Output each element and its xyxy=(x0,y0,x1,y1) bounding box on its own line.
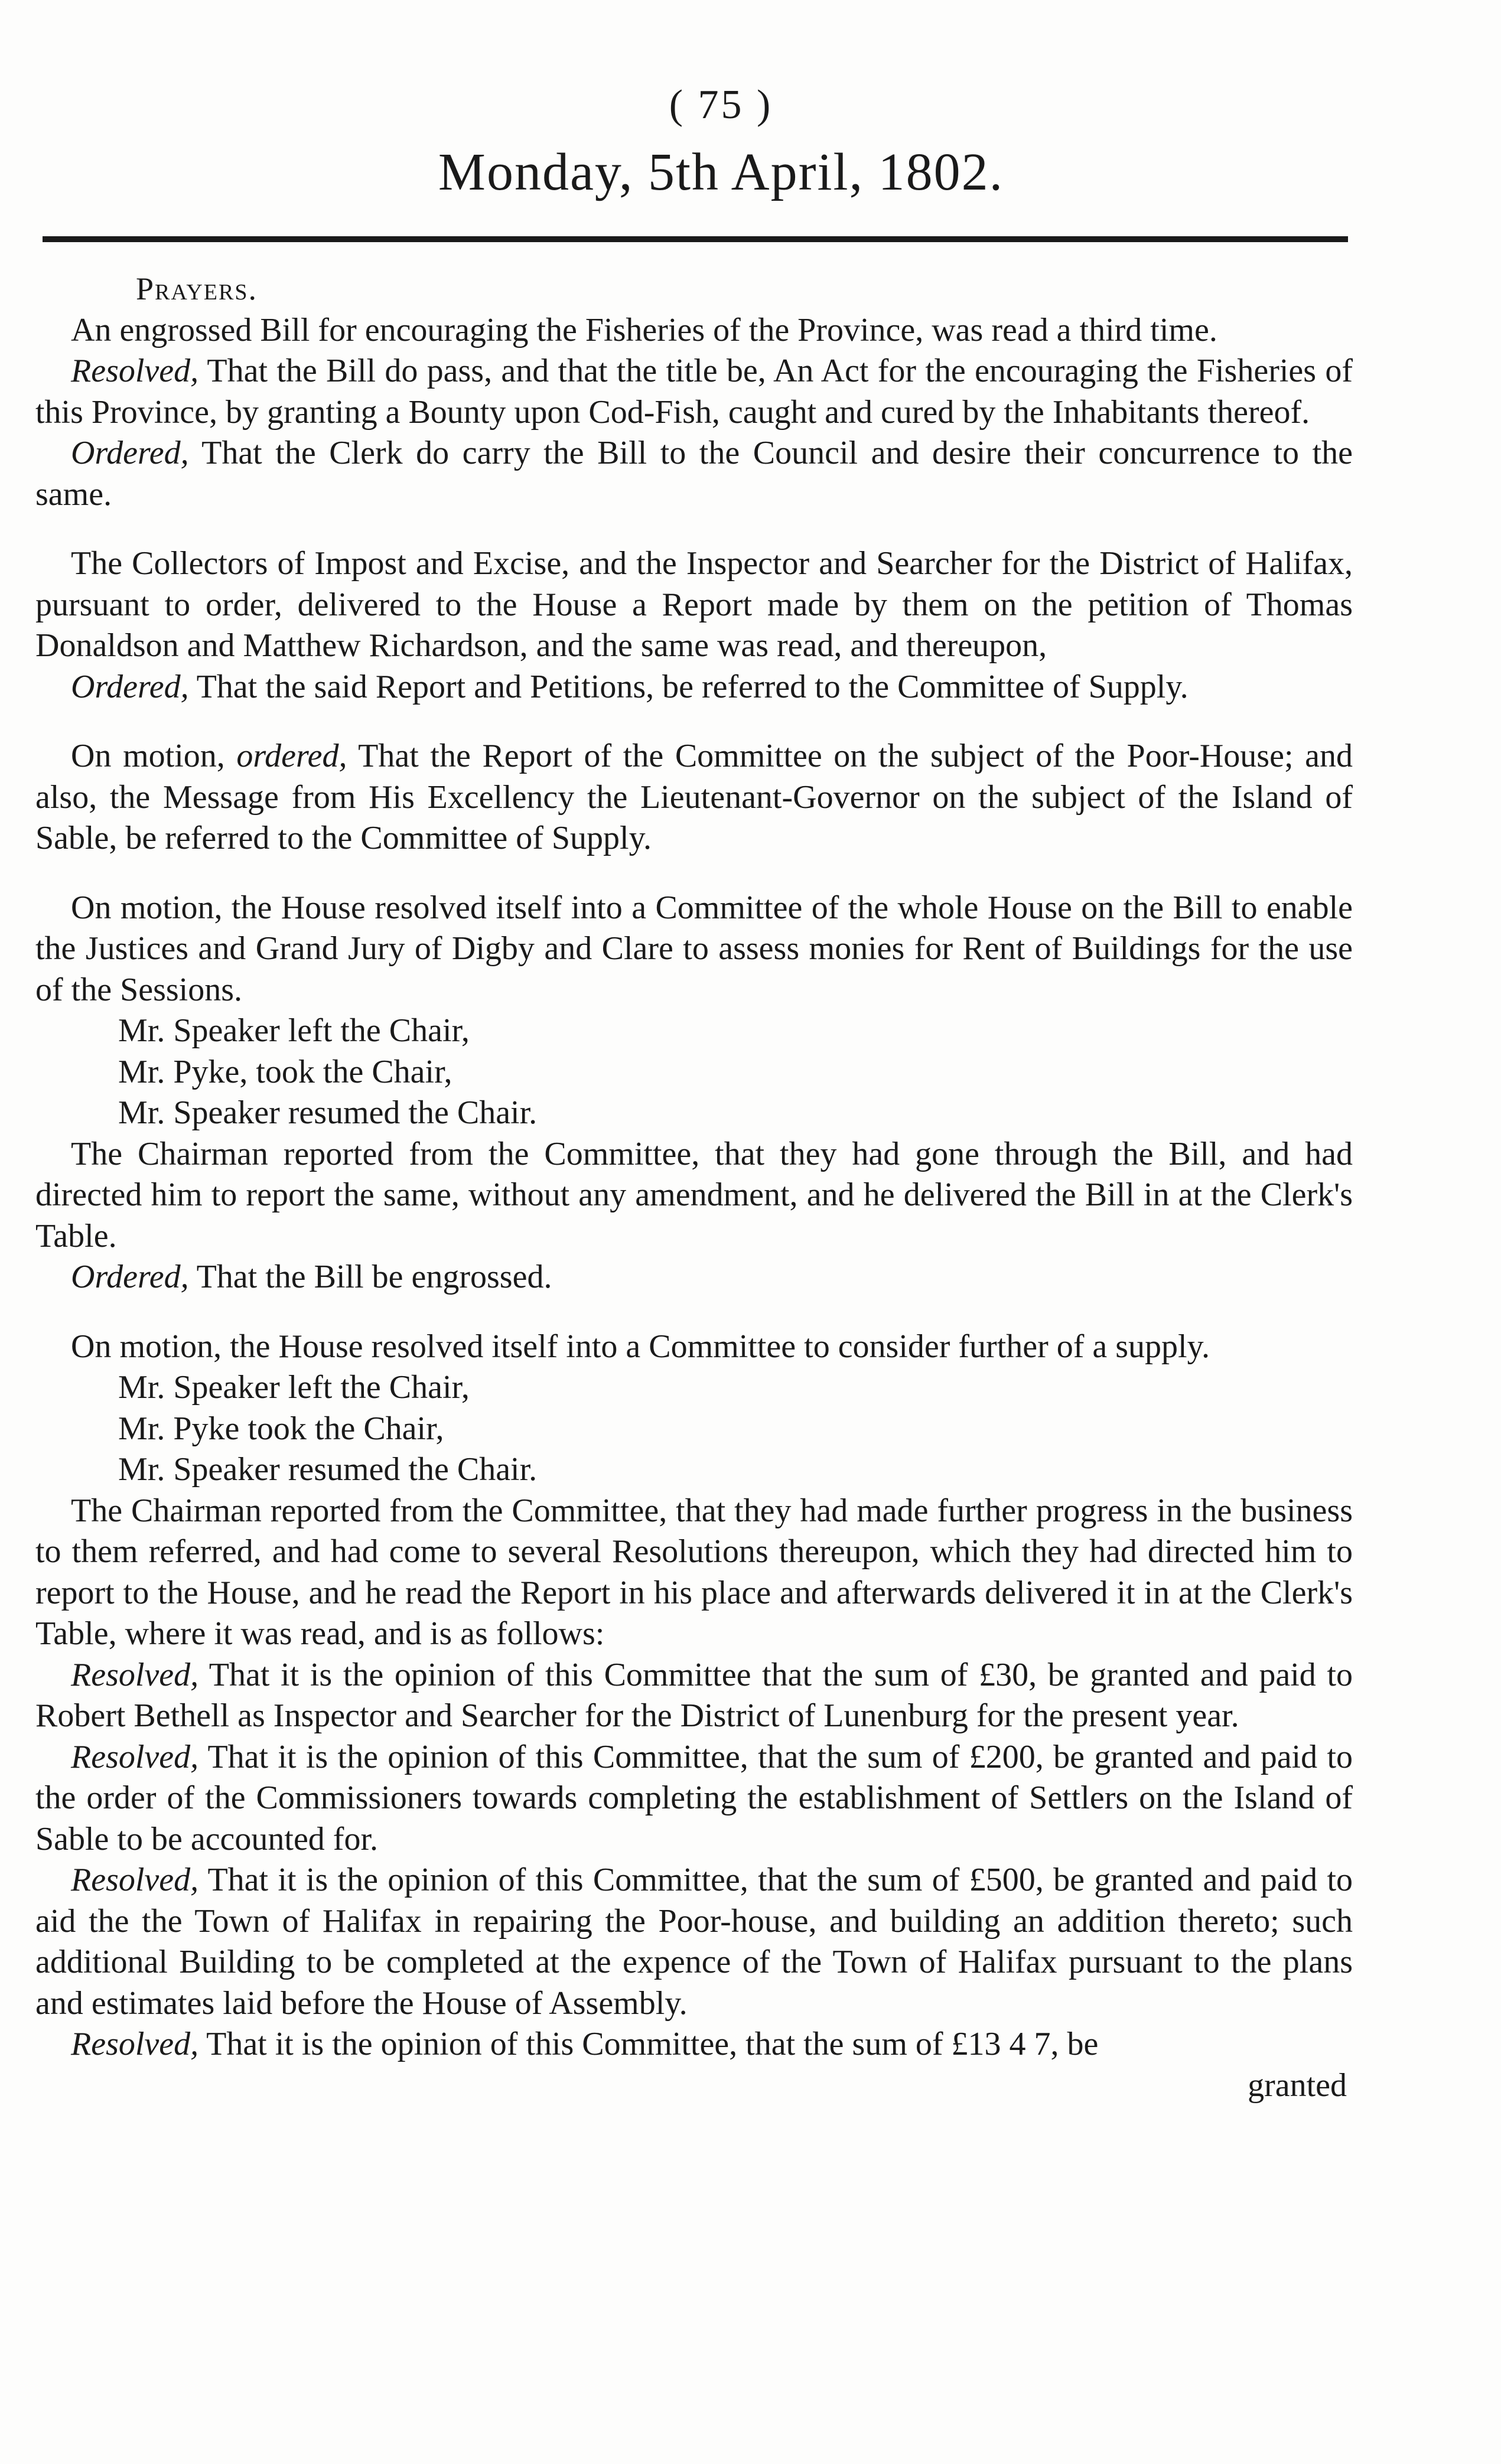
resolution xyxy=(35,1860,1353,2024)
chair-line: Mr. Speaker resumed the Chair. xyxy=(118,1094,538,1131)
paragraph xyxy=(35,1257,1353,1298)
resolution xyxy=(35,2024,1353,2065)
lead-word: Ordered, xyxy=(71,435,189,471)
paragraph xyxy=(35,888,1353,1011)
paragraph-text: On motion, the House resolved itself into a Committee to consider further of a supply. xyxy=(71,1328,1210,1365)
heading-rule xyxy=(43,236,1348,242)
lead-word: Resolved, xyxy=(71,1738,199,1775)
paragraph-text: That it is the opinion of this Committee, that the sum of £200, be granted and paid to the order of the Commissioners towards completing the establishment of Settlers on the Island of Sable to be accounted for. xyxy=(35,1738,1353,1857)
lead-word: Resolved, xyxy=(71,1862,199,1898)
chair-line: Mr. Speaker left the Chair, xyxy=(118,1369,470,1406)
chair-line: Mr. Speaker left the Chair, xyxy=(118,1012,470,1049)
resolution xyxy=(35,1737,1353,1860)
date-heading: Monday, 5th April, 1802. xyxy=(438,143,1004,201)
lead-word: Ordered, xyxy=(71,668,189,705)
paragraph xyxy=(35,736,1353,859)
paragraph-text: On motion, the House resolved itself into a Committee of the whole House on the Bill to enable the Justices and Grand Jury of Digby and Clare to assess monies for Rent of Buildings for the use of the Sessions. xyxy=(35,889,1353,1008)
paragraph-text: That the Bill do pass, and that the title be, An Act for the encouraging the Fisheries of this Province, by granting a Bounty upon Cod-Fish, caught and cured by the Inhabitants thereof. xyxy=(35,353,1353,431)
journal-body xyxy=(35,269,1353,2106)
paragraph xyxy=(35,543,1353,667)
paragraph xyxy=(35,1134,1353,1257)
paragraph-text: That the said Report and Petitions, be referred to the Committee of Supply. xyxy=(188,668,1189,705)
paragraph-text: That it is the opinion of this Committee, that the sum of £500, be granted and paid to aid the the Town of Halifax in repairing the Poor-house, and building an addition thereto; such additional Building to be completed at the expence of the Town of Halifax pursuant to the plans and estimates laid before the House of Assembly. xyxy=(35,1862,1353,2022)
paragraph-text: The Chairman reported from the Committee, that they had made further progress in the business to them referred, and had come to several Resolutions thereupon, which they had directed him to report to the House, and he read the Report in his place and afterwards delivered it in at the Clerk's Table, where it was read, and is as follows: xyxy=(35,1492,1353,1652)
paragraph xyxy=(35,433,1353,515)
paragraph-text: On motion, xyxy=(71,738,237,774)
paragraph xyxy=(35,351,1353,433)
lead-word: ordered, xyxy=(236,738,347,774)
chair-line: Mr. Pyke, took the Chair, xyxy=(118,1053,452,1090)
prayers-heading: Prayers. xyxy=(136,271,258,307)
paragraph-text: That the Bill be engrossed. xyxy=(188,1259,552,1295)
paragraph-text: That it is the opinion of this Committee that the sum of £30, be granted and paid to Robert Bethell as Inspector and Searcher for the District of Lunenburg for the present year. xyxy=(35,1656,1353,1734)
paragraph xyxy=(35,1326,1353,1368)
paragraph-text: The Collectors of Impost and Excise, and the Inspector and Searcher for the District of Halifax, pursuant to order, delivered to the House a Report made by them on the petition of Thomas Donaldson and Matthew Richardson, and the same was read, and thereupon, xyxy=(35,545,1353,664)
paragraph-text: That it is the opinion of this Committee, that the sum of £13 4 7, be xyxy=(198,2026,1099,2062)
paragraph xyxy=(35,667,1353,708)
paragraph-text: An engrossed Bill for encouraging the Fisheries of the Province, was read a third time. xyxy=(71,311,1217,348)
resolution xyxy=(35,1655,1353,1737)
paragraph xyxy=(35,310,1353,351)
paragraph-text: The Chairman reported from the Committee, that they had gone through the Bill, and had directed him to report the same, without any amendment, and he delivered the Bill in at the Clerk's Table. xyxy=(35,1135,1353,1254)
lead-word: Resolved, xyxy=(71,1656,199,1693)
catchword: granted xyxy=(1248,2067,1347,2104)
page-number: ( 75 ) xyxy=(669,82,773,128)
lead-word: Resolved, xyxy=(71,353,199,389)
chair-line: Mr. Pyke took the Chair, xyxy=(118,1410,444,1447)
lead-word: Ordered, xyxy=(71,1259,189,1295)
paragraph-text: That the Clerk do carry the Bill to the Council and desire their concurrence to the same. xyxy=(35,435,1353,513)
chair-line: Mr. Speaker resumed the Chair. xyxy=(118,1451,538,1488)
lead-word: Resolved, xyxy=(71,2026,199,2062)
paragraph xyxy=(35,1491,1353,1655)
paragraph-text: That the Report of the Committee on the subject of the Poor-House; and also, the Message from His Excellency the Lieutenant-Governor on the subject of the Island of Sable, be referred to the Committee of Supply. xyxy=(35,738,1353,856)
